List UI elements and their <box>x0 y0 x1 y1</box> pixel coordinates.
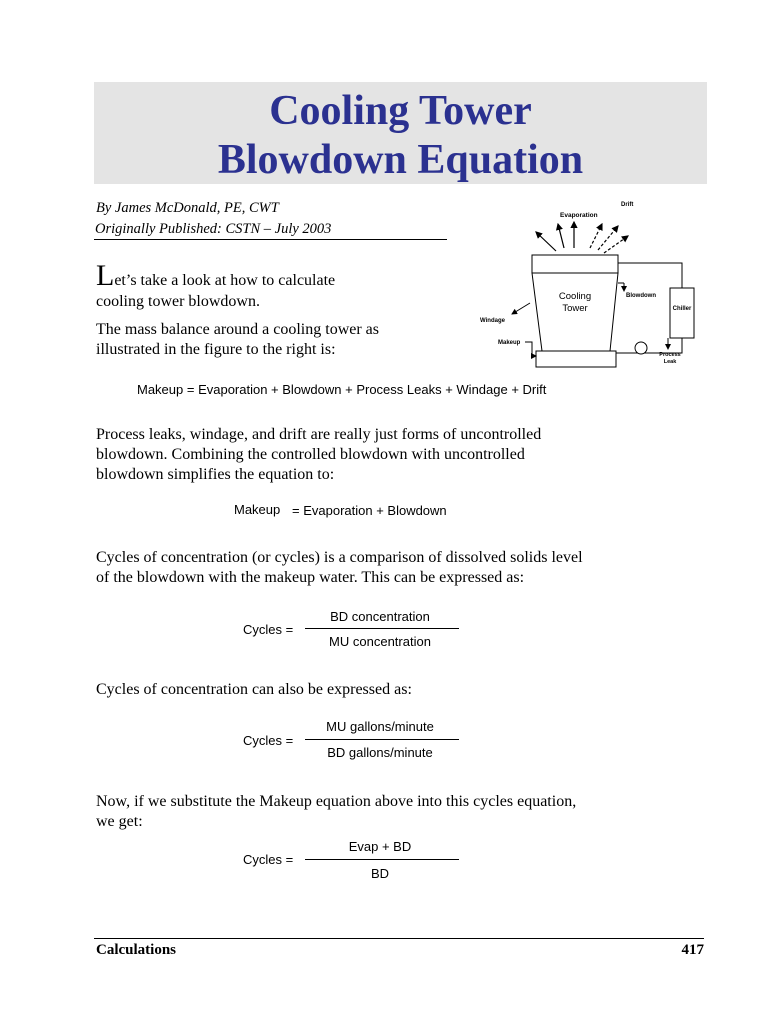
tower-label-line-2: Tower <box>562 303 588 314</box>
paragraph-3-line-1: Cycles of concentration (or cycles) is a comparison of dissolved solids level <box>96 549 583 566</box>
windage-arrow <box>512 303 530 314</box>
paragraph-5-line-1: Now, if we substitute the Makeup equation above into this cycles equation, <box>96 793 577 810</box>
simplified-equation-right: = Evaporation + Blowdown <box>292 503 447 518</box>
paragraph-4-line-1: Cycles of concentration can also be expressed as: <box>96 681 412 698</box>
author-byline: By James McDonald, PE, CWT <box>96 200 279 216</box>
intro-line-4: illustrated in the figure to the right is: <box>96 341 336 358</box>
chiller-label: Chiller <box>672 306 692 312</box>
fraction-1-numerator: BD concentration <box>330 609 430 624</box>
cooling-tower-diagram <box>478 196 708 371</box>
intro-line-2: cooling tower blowdown. <box>96 293 260 310</box>
page-number: 417 <box>681 942 704 958</box>
fraction-3-numerator: Evap + BD <box>348 839 412 854</box>
cycles-label-3: Cycles = <box>243 852 294 867</box>
fraction-2-bar <box>305 739 459 740</box>
cycles-label-1: Cycles = <box>243 622 294 637</box>
tower-label-line-1: Cooling <box>558 291 592 302</box>
fraction-3-bar <box>305 859 459 860</box>
blowdown-label: Blowdown <box>626 293 656 299</box>
intro-line-3: The mass balance around a cooling tower as <box>96 321 380 338</box>
footer-rule <box>94 938 704 939</box>
fraction-3-denominator: BD <box>370 866 390 881</box>
intro-line-1-text: et’s take a look at how to calculate <box>114 272 336 289</box>
byline-divider <box>94 239 447 240</box>
mass-balance-equation: Makeup = Evaporation + Blowdown + Process Leaks + Windage + Drift <box>137 382 547 397</box>
process-leak-label-line-2: Leak <box>663 359 677 365</box>
cycles-label-2: Cycles = <box>243 733 294 748</box>
evaporation-arrows <box>536 222 574 251</box>
makeup-arrow <box>525 342 536 356</box>
windage-label: Windage <box>480 318 505 324</box>
paragraph-5-line-2: we get: <box>96 813 143 830</box>
pump-icon <box>635 342 647 354</box>
drift-label: Drift <box>621 202 634 208</box>
title-banner <box>94 82 707 184</box>
paragraph-2-line-1: Process leaks, windage, and drift are really just forms of uncontrolled <box>96 426 542 443</box>
chiller-box <box>670 288 694 338</box>
intro-line-1 <box>96 259 336 292</box>
footer-section: Calculations <box>96 942 177 958</box>
fraction-1-denominator: MU concentration <box>329 634 431 649</box>
paragraph-2-line-3: blowdown simplifies the equation to: <box>96 466 335 483</box>
fraction-2-denominator: BD gallons/minute <box>327 745 433 760</box>
simplified-equation-left: Makeup <box>234 502 281 517</box>
tower-basin <box>536 351 616 367</box>
fraction-2-numerator: MU gallons/minute <box>326 719 434 734</box>
drift-arrows <box>590 224 628 253</box>
tower-top <box>532 255 618 273</box>
makeup-label: Makeup <box>498 340 521 346</box>
evaporation-label: Evaporation <box>560 212 598 219</box>
paragraph-2-line-2: blowdown. Combining the controlled blowdown with uncontrolled <box>96 446 525 463</box>
process-leak-label-line-1: Process <box>659 352 681 358</box>
drop-cap: L <box>96 259 115 292</box>
supply-line <box>616 338 682 353</box>
publication-line: Originally Published: CSTN – July 2003 <box>95 221 332 237</box>
page-title-line-1: Cooling Tower <box>269 88 532 134</box>
fraction-1-bar <box>305 628 459 629</box>
return-line <box>618 263 682 288</box>
page-title-line-2: Blowdown Equation <box>217 137 584 183</box>
paragraph-3-line-2: of the blowdown with the makeup water. This can be expressed as: <box>96 569 525 586</box>
